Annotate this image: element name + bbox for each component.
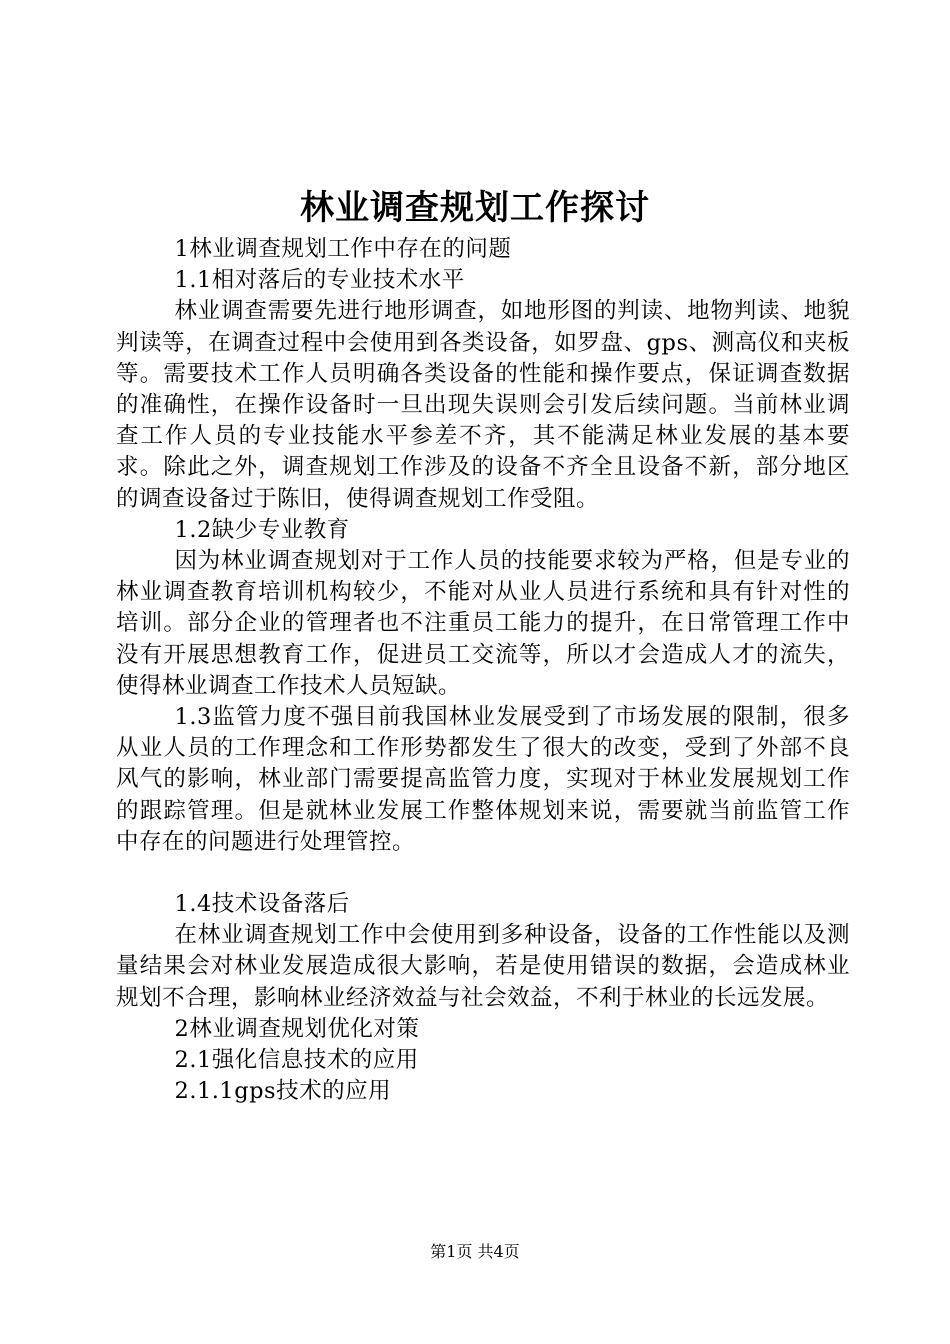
subsection-heading-1-1: 1.1相对落后的专业技术水平 <box>174 267 465 294</box>
paragraph-1-1: 林业调查需要先进行地形调查，如地形图的判读、地物判读、地貌判读等，在调查过程中会使用到各类设备，如罗盘、gps、测高仪和夹板等。需要技术工作人员明确各类设备的性能和操作要点，保证调查数据的准确性，在操作设备时一旦出现失误则会引发后续问题。当前林业调查工作人员的专业技能水平参差不齐，其不能满足林业发展的基本要求。除此之外，调查规划工作涉及的设备不齐全且设备不新，部分地区的调查设备过于陈旧，使得调查规划工作受阻。 <box>116 298 850 512</box>
page-footer: 第1页 共4页 <box>430 1242 520 1261</box>
document-body <box>116 234 850 1107</box>
section-heading-1: 1林业调查规划工作中存在的问题 <box>174 236 512 262</box>
subsection-heading-1-2: 1.2缺少专业教育 <box>174 516 350 543</box>
paragraph-1-4: 在林业调查规划工作中会使用到多种设备，设备的工作性能以及测量结果会对林业发展造成很大影响，若是使用错误的数据，会造成林业规划不合理，影响林业经济效益与社会效益，不利于林业的长远发展。 <box>116 922 850 1011</box>
subsection-heading-2-1: 2.1强化信息技术的应用 <box>174 1047 419 1074</box>
document-title: 林业调查规划工作探讨 <box>300 188 650 228</box>
section-heading-2: 2林业调查规划优化对策 <box>174 1015 420 1042</box>
subsection-heading-1-4: 1.4技术设备落后 <box>174 891 350 918</box>
paragraph-1-3: 1.3监管力度不强目前我国林业发展受到了市场发展的限制，很多从业人员的工作理念和工作形势都发生了很大的改变，受到了外部不良风气的影响，林业部门需要提高监管力度，实现对于林业发展规划工作的跟踪管理。但是就林业发展工作整体规划来说，需要就当前监管工作中存在的问题进行处理管控。 <box>116 704 850 855</box>
paragraph-gap <box>116 858 850 889</box>
paragraph-1-2: 因为林业调查规划对于工作人员的技能要求较为严格，但是专业的林业调查教育培训机构较少，不能对从业人员进行系统和具有针对性的培训。部分企业的管理者也不注重员工能力的提升，在日常管理工作中没有开展思想教育工作，促进员工交流等，所以才会造成人才的流失，使得林业调查工作技术人员短缺。 <box>116 548 850 699</box>
subsection-heading-2-1-1: 2.1.1gps技术的应用 <box>174 1078 392 1105</box>
